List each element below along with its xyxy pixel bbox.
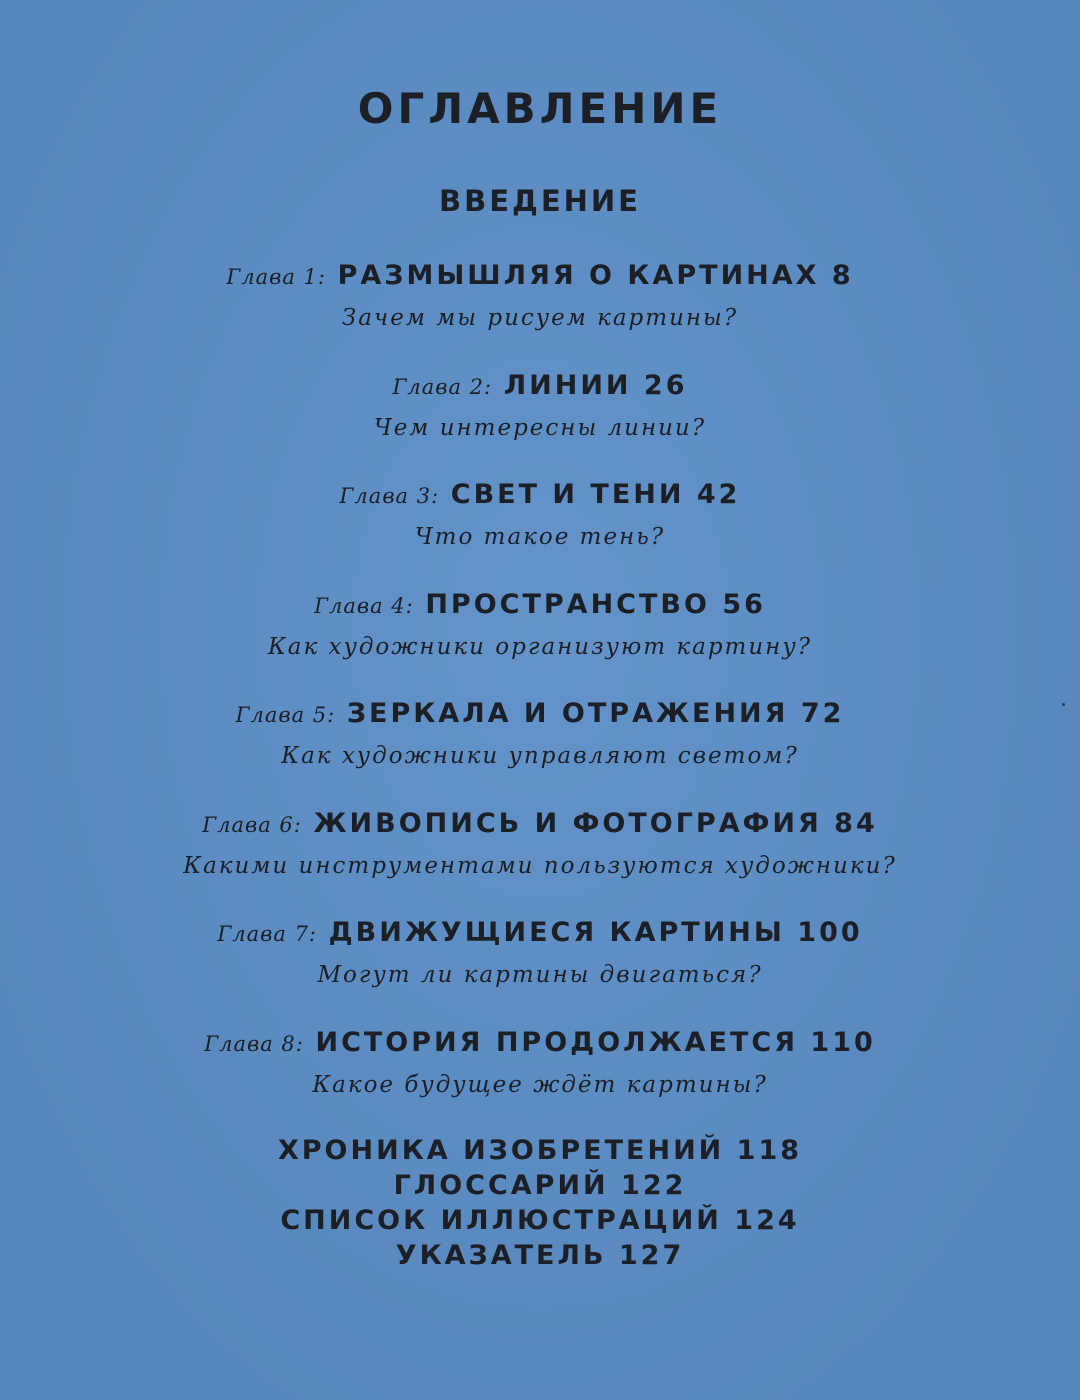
chapter-entry-1 [0, 258, 1080, 368]
chapter-question: Чем интересны линии? [373, 414, 707, 441]
chapter-question: Как художники организуют картину? [267, 633, 812, 660]
chapter-label: Глава 3: [339, 484, 440, 508]
backmatter-timeline: ХРОНИКА ИЗОБРЕТЕНИЙ 118 [277, 1135, 803, 1166]
chapter-label: Глава 5: [235, 703, 336, 727]
chapter-label: Глава 2: [392, 374, 493, 399]
chapter-label: Глава 4: [314, 593, 414, 618]
chapter-entry-3 [0, 477, 1080, 587]
chapter-entry-6 [0, 806, 1080, 916]
chapter-question: Что такое тень? [414, 524, 666, 550]
chapter-entry-8 [0, 1025, 1080, 1135]
chapter-question: Какими инструментами пользуются художники? [183, 852, 897, 879]
chapter-entry-4 [0, 587, 1080, 697]
chapter-title: ПРОСТРАНСТВО 56 [425, 588, 766, 620]
chapter-question: Как художники управляют светом? [281, 743, 799, 769]
chapter-question: Могут ли картины двигаться? [317, 962, 763, 988]
chapter-entry-7 [0, 915, 1080, 1025]
chapter-list [0, 258, 1080, 1134]
chapter-title: ЗЕРКАЛА И ОТРАЖЕНИЯ 72 [346, 698, 845, 729]
page-title: ОГЛАВЛЕНИЕ [357, 84, 723, 133]
chapter-question: Какое будущее ждёт картины? [312, 1071, 768, 1098]
chapter-title: ЛИНИИ 26 [503, 369, 688, 401]
chapter-entry-5 [0, 696, 1080, 806]
chapter-title: ИСТОРИЯ ПРОДОЛЖАЕТСЯ 110 [315, 1026, 876, 1058]
chapter-label: Глава 8: [204, 1031, 304, 1056]
backmatter-list [0, 1133, 1080, 1273]
paper-speck [1062, 703, 1065, 706]
chapter-title: РАЗМЫШЛЯЯ О КАРТИНАХ 8 [337, 260, 854, 291]
chapter-title: СВЕТ И ТЕНИ 42 [450, 479, 741, 510]
chapter-label: Глава 6: [202, 812, 302, 837]
chapter-label: Глава 7: [217, 922, 318, 946]
backmatter-glossary: ГЛОССАРИЙ 122 [393, 1170, 687, 1201]
chapter-title: ЖИВОПИСЬ И ФОТОГРАФИЯ 84 [313, 807, 878, 839]
chapter-label: Глава 1: [226, 265, 326, 289]
backmatter-illustrations: СПИСОК ИЛЛЮСТРАЦИЙ 124 [280, 1205, 800, 1236]
backmatter-index: УКАЗАТЕЛЬ 127 [395, 1240, 685, 1271]
intro-entry: ВВЕДЕНИЕ [438, 184, 641, 218]
chapter-title: ДВИЖУЩИЕСЯ КАРТИНЫ 100 [328, 917, 863, 948]
chapter-question: Зачем мы рисуем картины? [341, 305, 739, 331]
chapter-entry-2 [0, 368, 1080, 478]
